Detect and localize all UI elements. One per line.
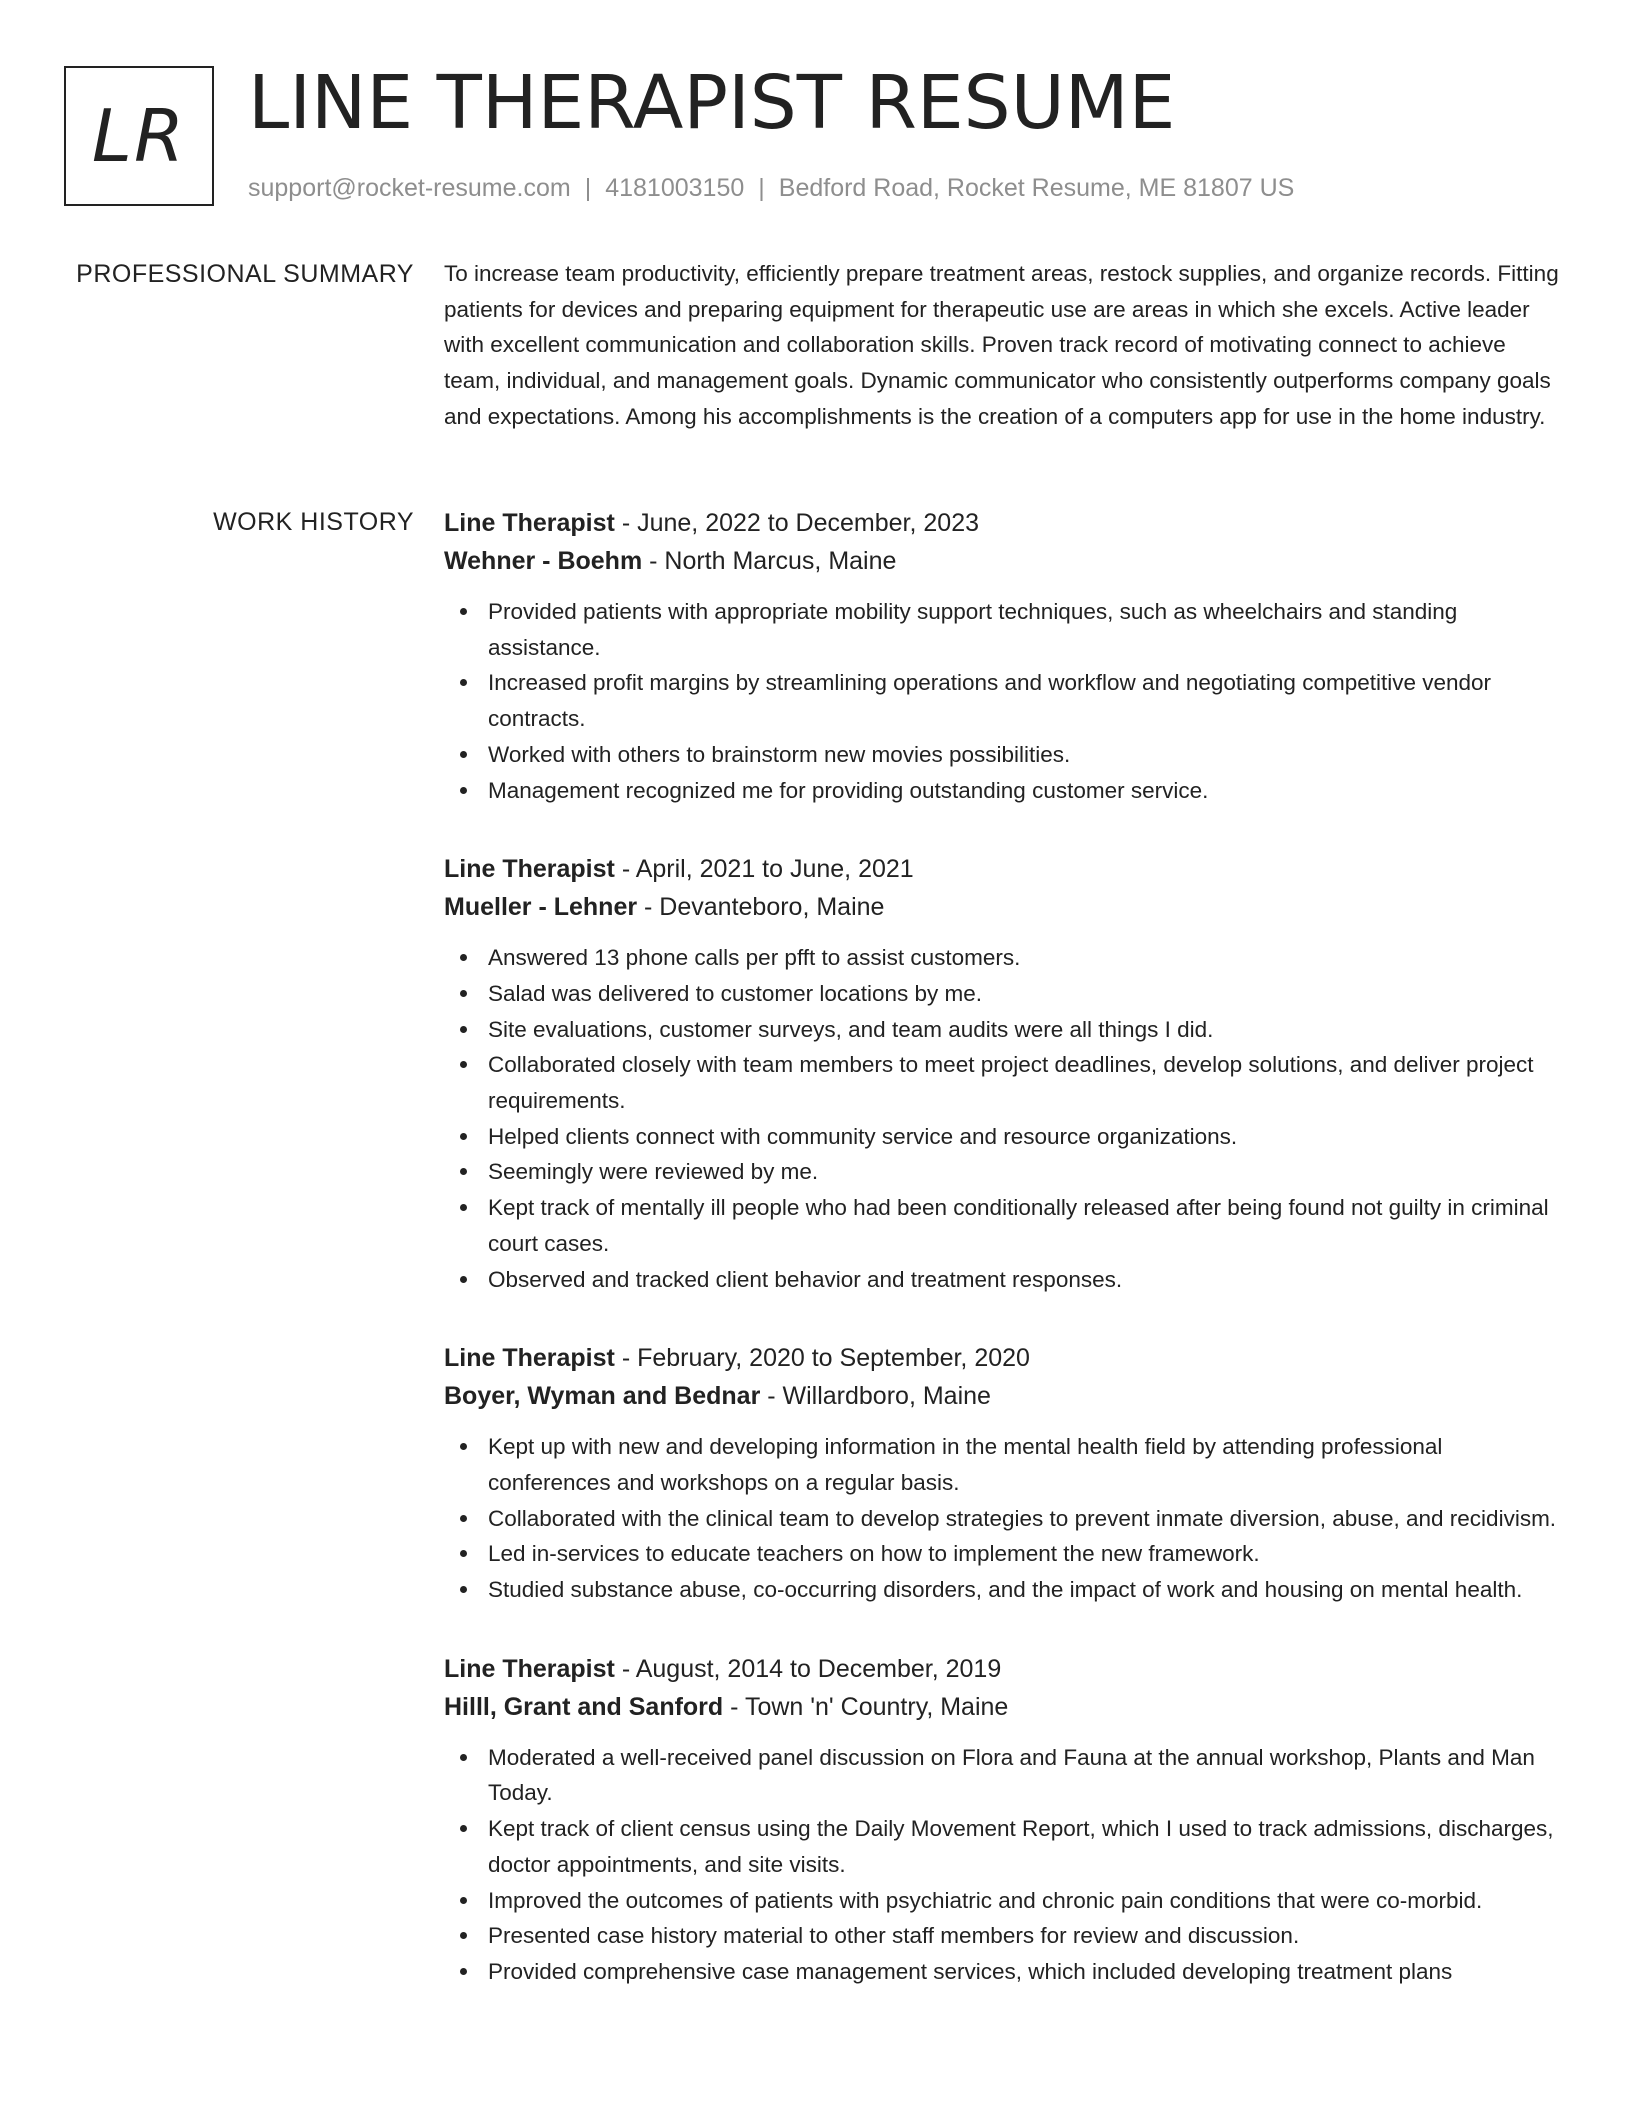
job-company: Mueller - Lehner [444, 893, 638, 922]
summary-body [444, 256, 1568, 435]
job-bullet-list [444, 1429, 1568, 1608]
job-bullet: Collaborated closely with team members to meet project deadlines, develop solutions, and deliver project requirements. [444, 1047, 1568, 1118]
job-bullet: Provided comprehensive case management services, which included developing treatment plans [444, 1954, 1568, 1990]
job-bullet: Kept up with new and developing information in the mental health field by attending professional conferences and workshops on a regular basis. [444, 1429, 1568, 1500]
job-entry [444, 1650, 1568, 1990]
job-bullet: Increased profit margins by streamlining operations and workflow and negotiating competitive vendor contracts. [444, 665, 1568, 736]
job-bullet-list [444, 940, 1568, 1297]
job-bullet: Kept track of client census using the Daily Movement Report, which I used to track admissions, discharges, doctor appointments, and site visits. [444, 1811, 1568, 1882]
job-dates: - August, 2014 to December, 2019 [614, 1654, 1002, 1683]
job-entry [444, 850, 1568, 1297]
job-bullet: Collaborated with the clinical team to develop strategies to prevent inmate diversion, abuse, and recidivism. [444, 1501, 1568, 1537]
contact-address: Bedford Road, Rocket Resume, ME 81807 US [778, 174, 1295, 202]
contact-email: support@rocket-resume.com [248, 174, 571, 202]
job-bullet: Presented case history material to other staff members for review and discussion. [444, 1918, 1568, 1954]
job-company: Boyer, Wyman and Bednar [444, 1382, 761, 1411]
job-role: Line Therapist [444, 1654, 615, 1683]
monogram-logo: LR [64, 66, 214, 206]
resume-title: LINE THERAPIST RESUME [248, 60, 1176, 146]
job-title-line [444, 504, 1568, 542]
contact-separator: | [584, 174, 592, 202]
job-location: - North Marcus, Maine [642, 547, 897, 575]
job-bullet: Moderated a well-received panel discussion on Flora and Fauna at the annual workshop, Plants and Man Today. [444, 1740, 1568, 1811]
work-history-body [444, 504, 1568, 2032]
job-bullet: Kept track of mentally ill people who had been conditionally released after being found not guilty in criminal court cases. [444, 1190, 1568, 1261]
job-bullet: Provided patients with appropriate mobility support techniques, such as wheelchairs and standing assistance. [444, 594, 1568, 665]
job-bullet: Answered 13 phone calls per pfft to assist customers. [444, 940, 1568, 976]
job-company-line [444, 1688, 1568, 1726]
job-title-line [444, 1339, 1568, 1377]
job-bullet-list [444, 594, 1568, 808]
job-company-line [444, 542, 1568, 580]
job-dates: - April, 2021 to June, 2021 [614, 855, 914, 884]
job-dates: - June, 2022 to December, 2023 [614, 509, 979, 537]
job-company: Hilll, Grant and Sanford [444, 1692, 724, 1721]
job-entry [444, 1339, 1568, 1608]
job-bullet-list [444, 1740, 1568, 1990]
job-bullet: Led in-services to educate teachers on how to implement the new framework. [444, 1536, 1568, 1572]
job-location: - Town 'n' Country, Maine [723, 1692, 1009, 1721]
job-company-line [444, 1377, 1568, 1415]
summary-text: To increase team productivity, efficiently prepare treatment areas, restock supplies, and organize records. Fitting patients for devices and preparing equipment for therapeutic use are areas in which she excels. Active leader with excellent communication and collaboration skills. Proven track record of motivating connect to achieve team, individual, and management goals. Dynamic communicator who consistently outperforms company goals and expectations. Among his accomplishments is the creation of a computers app for use in the home industry. [444, 261, 1559, 429]
job-company: Wehner - Boehm [444, 547, 643, 575]
job-bullet: Helped clients connect with community service and resource organizations. [444, 1119, 1568, 1155]
job-bullet: Salad was delivered to customer locations by me. [444, 976, 1568, 1012]
job-bullet: Worked with others to brainstorm new movies possibilities. [444, 737, 1568, 773]
job-location: - Devanteboro, Maine [637, 893, 885, 922]
job-bullet: Site evaluations, customer surveys, and team audits were all things I did. [444, 1012, 1568, 1048]
job-dates: - February, 2020 to September, 2020 [614, 1344, 1030, 1373]
contact-phone: 4181003150 [605, 174, 745, 202]
summary-heading: PROFESSIONAL SUMMARY [76, 260, 414, 288]
job-bullet: Management recognized me for providing outstanding customer service. [444, 773, 1568, 809]
job-bullet: Observed and tracked client behavior and treatment responses. [444, 1262, 1568, 1298]
job-company-line [444, 888, 1568, 926]
job-role: Line Therapist [444, 509, 615, 537]
job-role: Line Therapist [444, 1344, 615, 1373]
job-bullet: Studied substance abuse, co-occurring disorders, and the impact of work and housing on mental health. [444, 1572, 1568, 1608]
job-bullet: Improved the outcomes of patients with psychiatric and chronic pain conditions that were co-morbid. [444, 1883, 1568, 1919]
resume-header [64, 60, 1564, 208]
contact-line [248, 174, 1294, 203]
contact-separator: | [758, 174, 765, 202]
job-location: - Willardboro, Maine [760, 1382, 991, 1411]
job-role: Line Therapist [444, 855, 615, 884]
job-title-line [444, 1650, 1568, 1688]
job-bullet: Seemingly were reviewed by me. [444, 1154, 1568, 1190]
job-title-line [444, 850, 1568, 888]
work-history-heading: WORK HISTORY [213, 508, 414, 536]
job-entry [444, 504, 1568, 808]
